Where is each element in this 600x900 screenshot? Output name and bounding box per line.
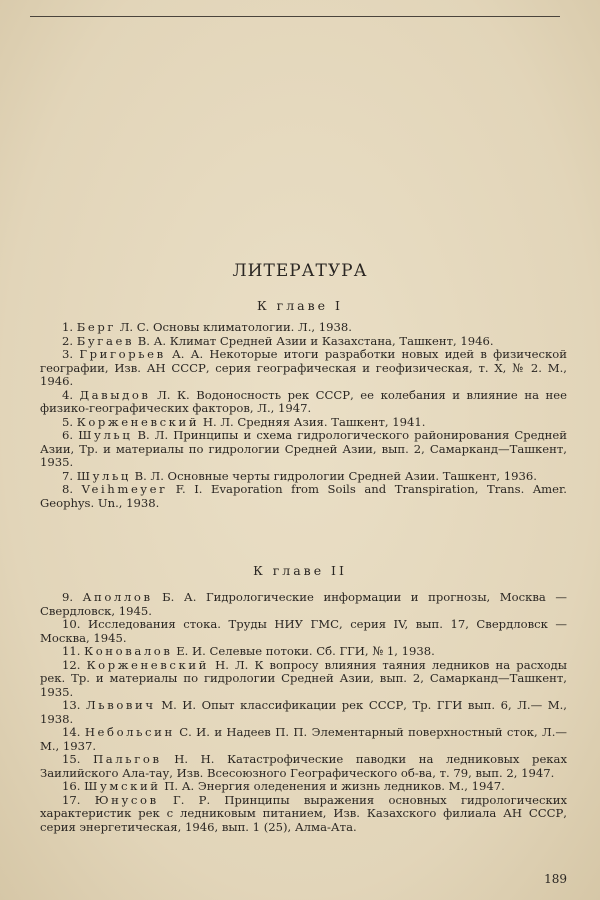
page-title: ЛИТЕРАТУРА [232,261,368,281]
reference-text: М. И. Опыт классификации рек СССР, Тр. ГГИ вып. 6, Л.— М., 1938. [40,698,567,726]
chapter-2-references [40,591,567,834]
reference-text: Б. А. Гидрологические информации и прогнозы, Москва — Свердловск, 1945. [40,590,567,618]
reference-entry [40,348,567,389]
reference-entry [40,794,567,835]
reference-number: 4. [62,387,74,402]
reference-number: 16. [62,779,81,793]
reference-number: 5. [62,414,74,429]
reference-text: Е. И. Селевые потоки. Сб. ГГИ, № 1, 1938. [172,644,435,658]
reference-text: В. Л. Основные черты гидрологии Средней Азии. Ташкент, 1936. [130,468,537,483]
reference-number: 1. [62,320,74,334]
reference-text: Н. Л. К вопросу влияния таяния ледников на расходы рек. Тр. и материалы по гидрологии Средней Азии, вып. 2, Самарканд—Ташкент, 1935. [40,657,568,699]
reference-author: Юнусов [94,792,159,807]
reference-author: Аполлов [82,590,153,604]
reference-entry [40,470,567,484]
reference-number: 17. [62,792,81,807]
reference-author: Корженевский [76,414,200,429]
reference-author: Берг [76,320,117,334]
reference-number: 3. [62,347,74,361]
reference-text: F. I. Evaporation from Soils and Transpiration, Trans. Amer. Geophys. Un., 1938. [40,482,567,510]
reference-number: 15. [62,752,81,766]
reference-entry [40,659,567,700]
chapter-1-references [40,321,567,510]
reference-author: Шульц [76,468,131,483]
reference-text: Л. К. Водоносность рек СССР, ее колебания и влияние на нее физико-географических факторов, Л., 1947. [40,387,567,415]
reference-author: Пальгов [93,752,162,766]
reference-text: Н. Л. Средняя Азия. Ташкент, 1941. [199,414,426,429]
reference-number: 11. [62,644,81,658]
reference-entry [40,389,567,416]
reference-number: 7. [62,468,74,483]
reference-author: Коновалов [84,644,173,658]
reference-entry [40,780,567,794]
reference-text: В. Л. Принципы и схема гидрологического районирования Средней Азии, Тр. и материалы по гидрологии Средней Азии, вып. 2, Самарканд—Ташкент, 1935. [40,428,568,469]
reference-number: 10. [62,617,81,631]
reference-author: Шумский [84,779,161,793]
reference-entry [40,591,567,618]
reference-author: Бугаев [76,333,135,348]
reference-entry [40,429,567,470]
chapter-heading-1: К главе I [257,298,343,313]
reference-text: А. А. Некоторые итоги разработки новых идей в физической географии, Изв. АН СССР, серия географическая и геофизическая, т. X, № 2. М., 1946. [40,347,567,388]
reference-entry [40,699,567,726]
reference-entry [40,335,567,349]
reference-text: Исследования стока. Труды НИУ ГМС, серия IV, вып. 17, Свердловск — Москва, 1945. [40,617,568,645]
reference-text: Г. Р. Принципы выражения основных гидрологических характеристик рек с ледниковым питанием, Изв. Казахского филиала АН СССР, серия энергетическая, 1946, вып. 1 (25), Алма-Ата. [40,792,567,834]
reference-author: Давыдов [79,387,151,402]
reference-author: Григорьев [79,347,166,361]
top-rule [30,16,560,17]
reference-author: Шульц [78,428,133,442]
reference-text: П. А. Энергия оледенения и жизнь ледников. М., 1947. [160,779,505,793]
reference-author: Львович [86,698,156,712]
reference-text: С. И. и Надеев П. П. Элементарный поверхностный сток, Л.— М., 1937. [40,725,567,753]
reference-entry [40,416,567,430]
reference-author: Небольсин [84,725,175,739]
reference-author: Veihmeyer [81,482,168,496]
reference-number: 13. [62,698,81,712]
reference-text: Л. С. Основы климатологии. Л., 1938. [116,320,352,334]
page-number: 189 [544,872,567,886]
reference-author: Корженевский [86,657,209,672]
reference-entry [40,483,567,510]
reference-text: Н. Н. Катастрофические паводки на ледниковых реках Заилийского Ала-тау, Изв. Всесоюзного Географического об-ва, т. 79, вып. 2, 1947. [40,752,568,780]
reference-number: 2. [62,333,74,348]
reference-number: 8. [62,482,74,496]
reference-number: 12. [62,657,81,672]
reference-entry [40,726,567,753]
reference-number: 9. [62,590,74,604]
reference-entry [40,753,567,780]
chapter-heading-2: К главе II [253,563,347,578]
reference-entry [40,645,567,659]
reference-entry [40,321,567,335]
reference-number: 14. [62,725,81,739]
reference-text: В. А. Климат Средней Азии и Казахстана, Ташкент, 1946. [134,333,494,348]
reference-entry [40,618,567,645]
reference-number: 6. [62,428,74,442]
